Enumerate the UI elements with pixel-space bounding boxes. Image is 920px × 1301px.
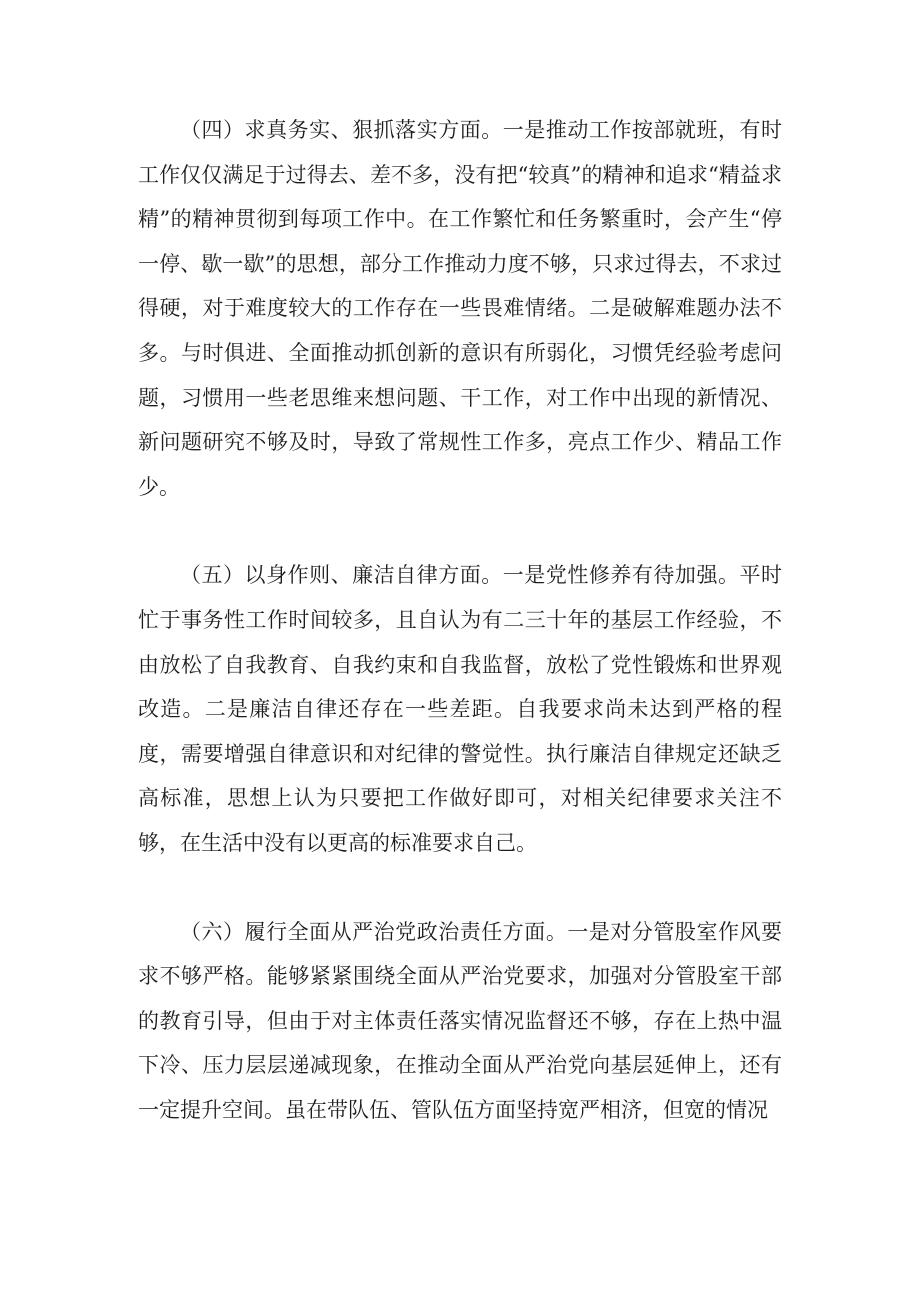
paragraph-section-four: （四）求真务实、狠抓落实方面。一是推动工作按部就班，有时工作仅仅满足于过得去、差不多，没有把“较真”的精神和追求“精益求精”的精神贯彻到每项工作中。在工作繁忙和任务繁重时，会产生“停一停、歇一歇”的思想，部分工作推动力度不够，只求过得去，不求过得硬，对于难度较大的工作存在一些畏难情绪。二是破解难题办法不多。与时俱进、全面推动抓创新的意识有所弱化，习惯凭经验考虑问题，习惯用一些老思维来想问题、干工作，对工作中出现的新情况、新问题研究不够及时，导致了常规性工作多，亮点工作少、精品工作少。 — [138, 118, 782, 499]
paragraph-section-six: （六）履行全面从严治党政治责任方面。一是对分管股室作风要求不够严格。能够紧紧围绕全面从严治党要求，加强对分管股室干部的教育引导，但由于对主体责任落实情况监督还不够，存在上热中温下冷、压力层层递减现象，在推动全面从严治党向基层延伸上，还有一定提升空间。虽在带队伍、管队伍方面坚持宽严相济，但宽的情况 — [138, 919, 782, 1122]
paragraph-section-five: （五）以身作则、廉洁自律方面。一是党性修养有待加强。平时忙于事务性工作时间较多，且自认为有二三十年的基层工作经验，不由放松了自我教育、自我约束和自我监督，放松了党性锻炼和世界观改造。二是廉洁自律还存在一些差距。自我要求尚未达到严格的程度，需要增强自律意识和对纪律的警觉性。执行廉洁自律规定还缺乏高标准，思想上认为只要把工作做好即可，对相关纪律要求关注不够，在生活中没有以更高的标准要求自己。 — [138, 563, 782, 855]
document-body — [138, 108, 782, 1132]
paragraph-spacer — [138, 866, 782, 910]
paragraph-spacer — [138, 509, 782, 553]
